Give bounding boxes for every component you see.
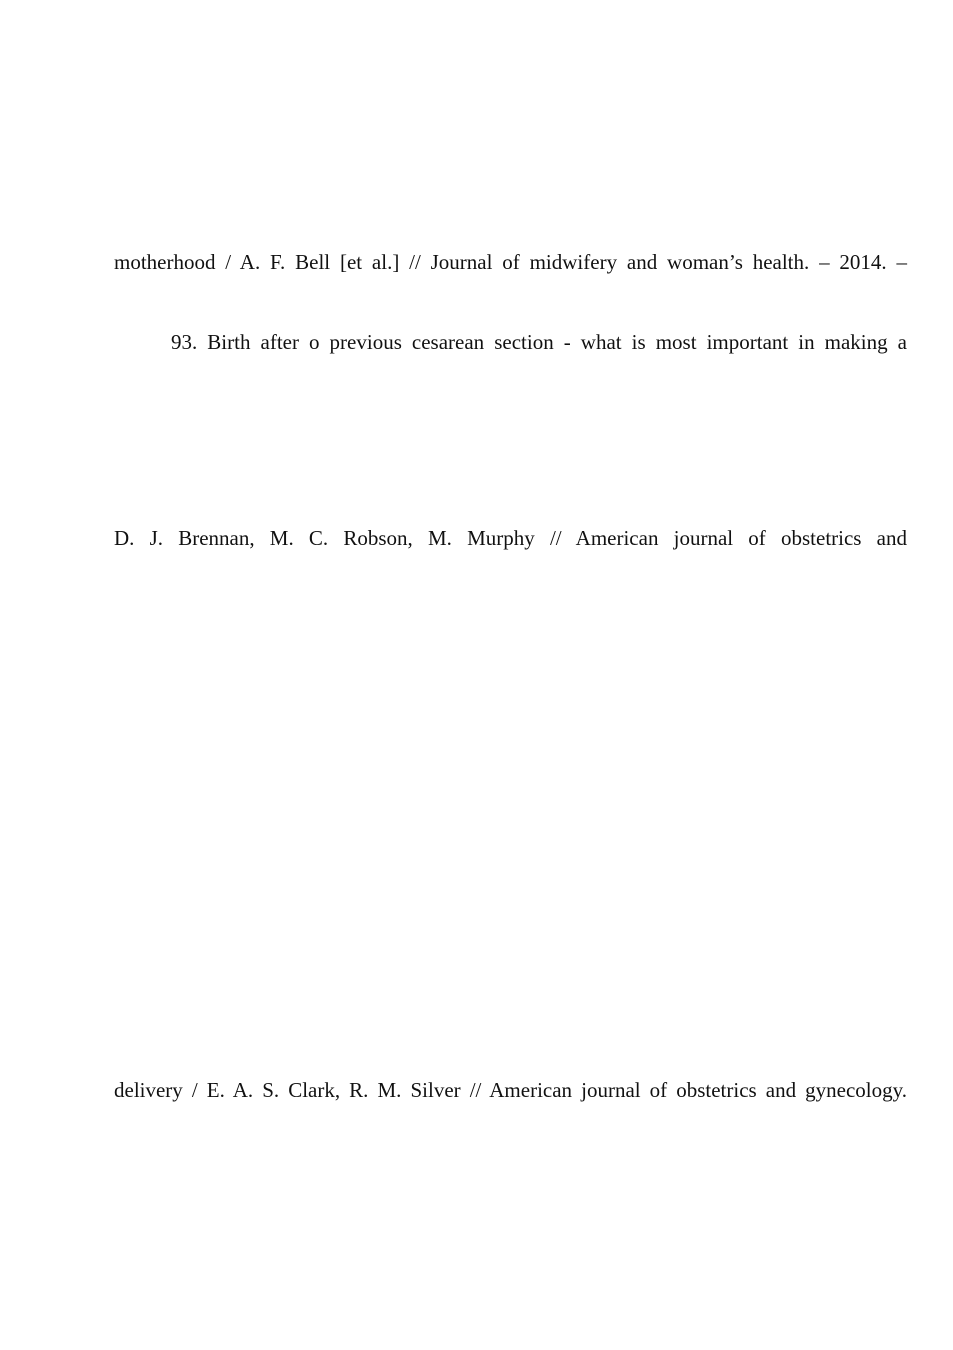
reference-entry-93-line: 93. Birth after o previous cesarean section - what is most important in making a	[171, 330, 907, 354]
reference-text-line: D. J. Brennan, M. C. Robson, M. Murphy // American journal of obstetrics and	[114, 526, 907, 550]
reference-text-line: motherhood / A. F. Bell [et al.] // Journal of midwifery and woman’s health. – 2014. –	[114, 250, 907, 274]
reference-text-line: delivery / E. A. S. Clark, R. M. Silver // American journal of obstetrics and gynecology.	[114, 1078, 907, 1102]
